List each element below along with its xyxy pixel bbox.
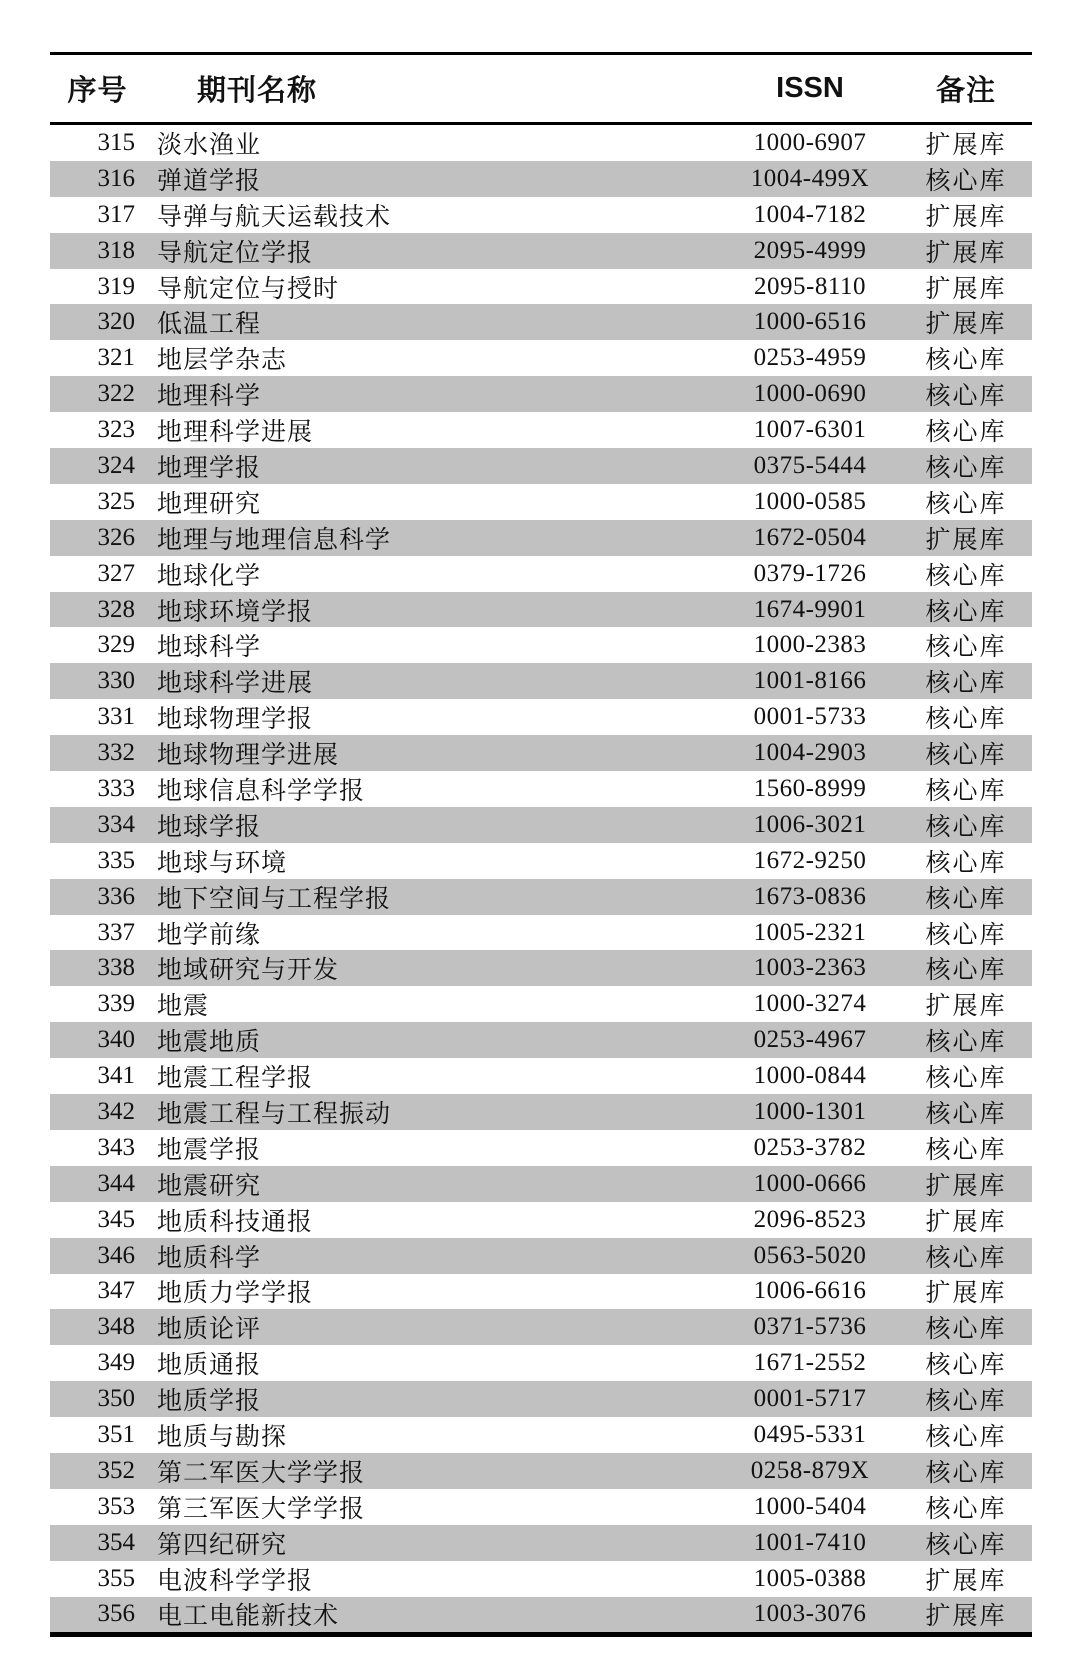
issn-cell: 2096-8523 [753, 1205, 867, 1233]
table-row [50, 843, 1032, 879]
issn-cell: 0253-4967 [753, 1026, 867, 1054]
table-row [50, 161, 1032, 197]
note-cell: 核心库 [925, 1388, 1007, 1416]
journal-name-cell: 地学前缘 [157, 921, 262, 949]
journal-name-cell: 地质力学学报 [157, 1280, 314, 1308]
issn-cell: 1001-7410 [753, 1528, 867, 1556]
table-row [50, 592, 1032, 628]
issn-cell: 2095-4999 [753, 236, 867, 264]
note-cell: 核心库 [925, 1316, 1007, 1344]
note-cell: 核心库 [925, 634, 1007, 662]
journal-name-cell: 地球与环境 [157, 849, 288, 877]
journal-name-cell: 低温工程 [157, 311, 262, 339]
journal-name-cell: 地质论评 [157, 1316, 262, 1344]
journal-name-cell: 地球科学 [157, 634, 262, 662]
journal-name-cell: 地下空间与工程学报 [157, 885, 392, 913]
note-cell: 核心库 [925, 1136, 1007, 1164]
note-cell: 核心库 [925, 1424, 1007, 1452]
issn-cell: 0253-4959 [753, 344, 867, 372]
note-cell: 扩展库 [925, 526, 1007, 554]
serial-cell: 341 [97, 1062, 135, 1090]
journal-name-cell: 淡水渔业 [157, 131, 262, 159]
issn-cell: 1003-2363 [753, 954, 867, 982]
table-row [50, 340, 1032, 376]
journal-name-cell: 地震研究 [157, 1172, 262, 1200]
note-cell: 扩展库 [925, 1603, 1007, 1631]
table-row [50, 915, 1032, 951]
journal-name-cell: 地震工程学报 [157, 1065, 314, 1093]
serial-cell: 354 [97, 1528, 135, 1556]
table-row [50, 1309, 1032, 1345]
note-cell: 核心库 [925, 849, 1007, 877]
serial-cell: 326 [97, 523, 135, 551]
issn-cell: 0375-5444 [753, 451, 867, 479]
table-row [50, 1525, 1032, 1561]
serial-cell: 328 [97, 595, 135, 623]
journal-name-cell: 地震 [157, 993, 210, 1021]
issn-cell: 1000-6907 [753, 128, 867, 156]
serial-cell: 333 [97, 774, 135, 802]
table-row [50, 556, 1032, 592]
note-cell: 扩展库 [925, 239, 1007, 267]
serial-cell: 322 [97, 380, 135, 408]
issn-cell: 1000-0844 [753, 1062, 867, 1090]
table-row [50, 520, 1032, 556]
note-cell: 核心库 [925, 167, 1007, 195]
journal-name-cell: 地层学杂志 [157, 347, 288, 375]
journal-table [50, 52, 1032, 1637]
serial-cell: 355 [97, 1564, 135, 1592]
note-cell: 扩展库 [925, 1172, 1007, 1200]
serial-cell: 337 [97, 918, 135, 946]
serial-cell: 330 [97, 667, 135, 695]
note-cell: 核心库 [925, 742, 1007, 770]
serial-cell: 346 [97, 1241, 135, 1269]
journal-name-cell: 地球学报 [157, 813, 262, 841]
issn-cell: 0253-3782 [753, 1133, 867, 1161]
journal-name-cell: 地球环境学报 [157, 598, 314, 626]
journal-name-cell: 地域研究与开发 [157, 957, 340, 985]
note-cell: 扩展库 [925, 311, 1007, 339]
note-cell: 扩展库 [925, 203, 1007, 231]
table-row [50, 1274, 1032, 1310]
serial-cell: 338 [97, 954, 135, 982]
note-cell: 核心库 [925, 1101, 1007, 1128]
table-row [50, 1022, 1032, 1058]
serial-cell: 332 [97, 739, 135, 767]
note-cell: 核心库 [925, 1495, 1007, 1523]
serial-cell: 324 [97, 451, 135, 479]
issn-cell: 1672-0504 [753, 523, 867, 551]
serial-cell: 339 [97, 990, 135, 1018]
header-journal-name: 期刊名称 [197, 75, 318, 107]
issn-cell: 1000-5404 [753, 1492, 867, 1520]
note-cell: 核心库 [925, 813, 1007, 841]
note-cell: 扩展库 [925, 993, 1007, 1021]
table-row [50, 807, 1032, 843]
serial-cell: 319 [97, 272, 135, 300]
table-row [50, 699, 1032, 735]
journal-name-cell: 导航定位与授时 [157, 275, 340, 303]
serial-cell: 315 [97, 128, 135, 156]
issn-cell: 1000-0690 [753, 380, 867, 408]
table-row [50, 484, 1032, 520]
note-cell: 核心库 [925, 1029, 1007, 1057]
serial-cell: 348 [97, 1313, 135, 1341]
table-row [50, 376, 1032, 412]
issn-cell: 1674-9901 [753, 595, 867, 623]
issn-cell: 0379-1726 [753, 559, 867, 587]
note-cell: 核心库 [925, 1459, 1007, 1487]
journal-name-cell: 地球化学 [157, 562, 262, 590]
issn-cell: 0001-5717 [753, 1385, 867, 1413]
journal-name-cell: 第三军医大学学报 [157, 1495, 366, 1523]
note-cell: 核心库 [925, 777, 1007, 805]
journal-name-cell: 地质科技通报 [157, 1208, 314, 1236]
table-row [50, 986, 1032, 1022]
journal-name-cell: 地质学报 [157, 1388, 262, 1416]
issn-cell: 0258-879X [750, 1456, 870, 1484]
note-cell: 核心库 [925, 885, 1007, 913]
header-note: 备注 [935, 75, 996, 107]
issn-cell: 0001-5733 [753, 703, 867, 731]
issn-cell: 1006-6616 [753, 1277, 867, 1305]
note-cell: 核心库 [925, 1244, 1007, 1272]
journal-name-cell: 地质通报 [157, 1352, 262, 1380]
issn-cell: 1006-3021 [753, 810, 867, 838]
serial-cell: 327 [97, 559, 135, 587]
note-cell: 扩展库 [925, 1208, 1007, 1236]
serial-cell: 329 [97, 631, 135, 659]
note-cell: 核心库 [925, 598, 1007, 626]
journal-name-cell: 第四纪研究 [157, 1531, 288, 1559]
journal-name-cell: 地质科学 [157, 1244, 262, 1272]
note-cell: 核心库 [925, 562, 1007, 590]
note-cell: 核心库 [925, 670, 1007, 698]
serial-cell: 325 [97, 487, 135, 515]
table-row [50, 448, 1032, 484]
note-cell: 扩展库 [925, 131, 1007, 159]
table-row [50, 1561, 1032, 1597]
serial-cell: 353 [97, 1492, 135, 1520]
issn-cell: 1005-0388 [753, 1564, 867, 1592]
journal-name-cell: 第二军医大学学报 [157, 1459, 366, 1487]
serial-cell: 336 [97, 882, 135, 910]
table-header-row [50, 55, 1032, 122]
serial-cell: 334 [97, 810, 135, 838]
table-row [50, 1345, 1032, 1381]
journal-name-cell: 地理科学 [157, 383, 262, 411]
serial-cell: 347 [97, 1277, 135, 1305]
note-cell: 核心库 [925, 1352, 1007, 1380]
serial-cell: 316 [97, 164, 135, 192]
issn-cell: 1000-3274 [753, 990, 867, 1018]
issn-cell: 1004-2903 [753, 739, 867, 767]
issn-cell: 1000-6516 [753, 308, 867, 336]
note-cell: 核心库 [925, 1065, 1007, 1093]
note-cell: 核心库 [925, 921, 1007, 949]
table-row [50, 1453, 1032, 1489]
journal-name-cell: 地理科学进展 [157, 419, 314, 447]
journal-name-cell: 地震工程与工程振动 [157, 1101, 392, 1128]
journal-name-cell: 地理研究 [157, 490, 262, 518]
serial-cell: 344 [97, 1169, 135, 1197]
table-row [50, 879, 1032, 915]
note-cell: 核心库 [925, 706, 1007, 734]
note-cell: 核心库 [925, 490, 1007, 518]
serial-cell: 317 [97, 200, 135, 228]
issn-cell: 1671-2552 [753, 1349, 867, 1377]
issn-cell: 1560-8999 [753, 774, 867, 802]
issn-cell: 1007-6301 [753, 416, 867, 444]
note-cell: 核心库 [925, 1531, 1007, 1559]
note-cell: 扩展库 [925, 275, 1007, 303]
serial-cell: 343 [97, 1133, 135, 1161]
table-row [50, 1381, 1032, 1417]
serial-cell: 345 [97, 1205, 135, 1233]
serial-cell: 340 [97, 1026, 135, 1054]
header-issn: ISSN [776, 72, 844, 104]
table-row [50, 233, 1032, 269]
table-bottom-rule [50, 1632, 1032, 1637]
note-cell: 扩展库 [925, 1567, 1007, 1595]
issn-cell: 2095-8110 [754, 272, 866, 300]
journal-name-cell: 地球物理学报 [157, 706, 314, 734]
table-row [50, 950, 1032, 986]
issn-cell: 1673-0836 [753, 882, 867, 910]
journal-name-cell: 弹道学报 [157, 167, 262, 195]
table-row [50, 197, 1032, 233]
table-row [50, 125, 1032, 161]
serial-cell: 321 [97, 344, 135, 372]
table-row [50, 1417, 1032, 1453]
table-row [50, 627, 1032, 663]
note-cell: 核心库 [925, 957, 1007, 985]
serial-cell: 335 [97, 846, 135, 874]
serial-cell: 323 [97, 416, 135, 444]
issn-cell: 1000-2383 [753, 631, 867, 659]
issn-cell: 1001-8166 [753, 667, 867, 695]
issn-cell: 1672-9250 [753, 846, 867, 874]
issn-cell: 1000-1301 [753, 1097, 867, 1125]
journal-name-cell: 导航定位学报 [157, 239, 314, 267]
table-row [50, 771, 1032, 807]
serial-cell: 350 [97, 1385, 135, 1413]
table-row [50, 735, 1032, 771]
note-cell: 核心库 [925, 383, 1007, 411]
journal-name-cell: 地球物理学进展 [157, 742, 340, 770]
table-row [50, 1597, 1032, 1633]
table-row [50, 269, 1032, 305]
serial-cell: 318 [97, 236, 135, 264]
serial-cell: 342 [97, 1097, 135, 1125]
serial-cell: 356 [97, 1600, 135, 1628]
serial-cell: 351 [97, 1421, 135, 1448]
issn-cell: 1004-499X [750, 164, 870, 192]
table-row [50, 1202, 1032, 1238]
journal-name-cell: 地震地质 [157, 1029, 262, 1057]
serial-cell: 331 [97, 703, 135, 731]
issn-cell: 1005-2321 [753, 918, 867, 946]
table-row [50, 1489, 1032, 1525]
issn-cell: 1004-7182 [753, 200, 867, 228]
table-row [50, 304, 1032, 340]
table-body [50, 125, 1032, 1632]
issn-cell: 0563-5020 [753, 1241, 867, 1269]
serial-cell: 320 [97, 308, 135, 336]
table-row [50, 1238, 1032, 1274]
issn-cell: 1000-0666 [753, 1169, 867, 1197]
table-row [50, 663, 1032, 699]
journal-name-cell: 地理学报 [157, 454, 262, 482]
journal-name-cell: 地球科学进展 [157, 670, 314, 698]
table-row [50, 1166, 1032, 1202]
note-cell: 核心库 [925, 419, 1007, 447]
issn-cell: 0371-5736 [753, 1313, 867, 1341]
journal-name-cell: 地球信息科学学报 [157, 777, 366, 805]
table-row [50, 412, 1032, 448]
note-cell: 核心库 [925, 454, 1007, 482]
table-row [50, 1130, 1032, 1166]
issn-cell: 1003-3076 [753, 1600, 867, 1628]
serial-cell: 349 [97, 1349, 135, 1377]
journal-name-cell: 电波科学学报 [157, 1567, 314, 1595]
header-serial: 序号 [67, 75, 128, 107]
journal-name-cell: 导弹与航天运载技术 [157, 203, 392, 231]
journal-name-cell: 电工电能新技术 [157, 1603, 340, 1631]
note-cell: 扩展库 [925, 1280, 1007, 1308]
issn-cell: 0495-5331 [753, 1421, 867, 1448]
journal-name-cell: 地理与地理信息科学 [157, 526, 392, 554]
issn-cell: 1000-0585 [753, 487, 867, 515]
table-row [50, 1058, 1032, 1094]
serial-cell: 352 [97, 1456, 135, 1484]
note-cell: 核心库 [925, 347, 1007, 375]
table-row [50, 1094, 1032, 1130]
journal-name-cell: 地震学报 [157, 1136, 262, 1164]
journal-name-cell: 地质与勘探 [157, 1424, 288, 1452]
